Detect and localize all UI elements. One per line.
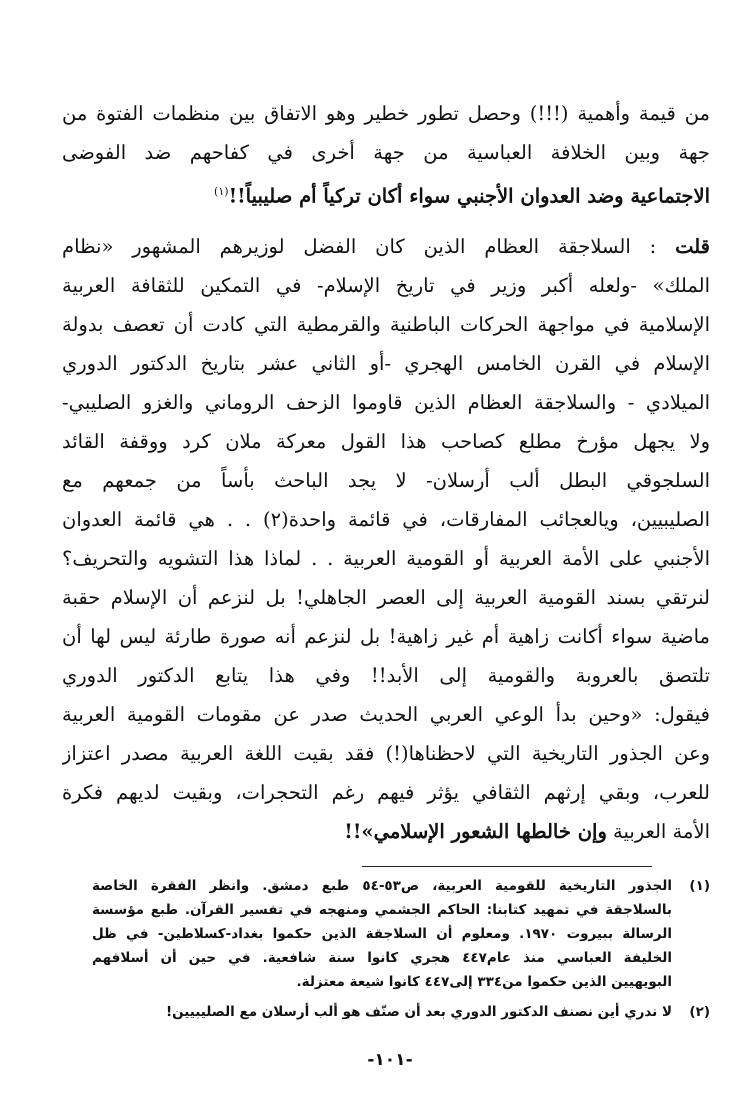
text-line: من قيمة وأهمية (!!!) وحصل تطور خطير وهو الاتفاق بين منظمات الفتوة من	[62, 102, 710, 125]
text-segment: : السلاجقة العظام الذين كان الفضل لوزيرهم المشهور «نظام	[62, 235, 676, 258]
text-line: ولا يجهل مؤرخ مطلع كصاحب هذا القول معركة ملان كرد ووقفة القائد	[62, 430, 710, 453]
bold-phrase: وإن خالطها الشعور الإسلامي	[373, 820, 607, 843]
text-line: السلجوقي البطل ألب أرسلان- لا يجد الباحث بأساً من جمعهم مع	[62, 469, 710, 492]
text-line: الأجنبي على الأمة العربية أو القومية العربية . . لماذا هذا التشويه والتحريف؟	[62, 547, 710, 570]
footnote-2	[92, 1000, 710, 1024]
main-text	[62, 94, 710, 851]
footnote-number: (٢)	[689, 1004, 710, 1020]
text-line: للعرب، وبقي إرثهم الثقافي يؤثر فيهم رغم التحجرات، وبقيت لديهم فكرة	[62, 781, 710, 804]
footnote-body	[92, 874, 672, 994]
text-line: الإسلامية في مواجهة الحركات الباطنية والقرمطية التي كادت أن تعصف بدولة	[62, 313, 710, 336]
footnote-line: الخليفة العباسي منذ عام٤٤٧ هجري كانوا سنة شافعية. في حين أن أسلافهم	[92, 950, 672, 966]
text-line	[62, 172, 710, 211]
text-segment: الأمة العربية	[606, 820, 710, 843]
text-line: الملك» -ولعله أكبر وزير في تاريخ الإسلام- في التمكين للثقافة العربية	[62, 274, 710, 297]
footnote-line: الجذور التاريخية للقومية العربية، ص٥٣-٥٤ طبع دمشق. وانظر الفقرة الخاصة	[92, 878, 672, 894]
footnote-number: (١)	[689, 878, 710, 894]
qultu-label: قلت	[675, 235, 710, 258]
footnote-body	[92, 1000, 672, 1024]
footnote-line: بالسلاجقة في تمهيد كتابنا: الحاكم الجشمي ومنهجه في تفسير القرآن. طبع مؤسسة	[92, 902, 672, 918]
text-line	[62, 812, 710, 851]
footnotes	[92, 874, 710, 1024]
text-segment: »!!	[344, 820, 374, 843]
footnote-1	[92, 874, 710, 994]
paragraph-1	[62, 94, 710, 211]
text-line	[62, 227, 710, 266]
text-line: ماضية سواء أكانت زاهية أم غير زاهية! بل لنزعم أنه صورة طارئة ليس لها أن	[62, 625, 710, 648]
text-line: تلتصق بالعروبة والقومية إلى الأبد!! وفي هذا يتابع الدكتور الدوري	[62, 664, 710, 687]
text-line: فيقول: «وحين بدأ الوعي العربي الحديث صدر عن مقومات القومية العربية	[62, 703, 710, 726]
paragraph-2	[62, 227, 710, 851]
text-line: الإسلام في القرن الخامس الهجري -أو الثاني عشر بتاريخ الدكتور الدوري	[62, 352, 710, 375]
text-line: جهة وبين الخلافة العباسية من جهة أخرى في كفاحهم ضد الفوضى	[62, 141, 710, 164]
text-line: لنرتقي بسند القومية العربية إلى العصر الجاهلي! بل لنزعم أن الإسلام حقبة	[62, 586, 710, 609]
footnote-line: البويهيين الذين حكموا من٣٣٤ إلى٤٤٧ كانوا شيعة معتزلة.	[296, 974, 672, 990]
footnote-line: الرسالة ببيروت ١٩٧٠. ومعلوم أن السلاجقة الذين حكموا بغداد-كسلاطين- في ظل	[92, 926, 672, 942]
bold-phrase: الاجتماعية وضد العدوان الأجنبي سواء أكان تركياً أم صليبياً!!	[228, 184, 710, 208]
footnote-line: لا ندري أين نصنف الدكتور الدوري بعد أن صنّف هو ألب أرسلان مع الصليبيين!	[165, 1004, 672, 1020]
footnote-divider	[362, 866, 652, 867]
text-line: وعن الجذور التاريخية التي لاحظناها(!) فقد بقيت اللغة العربية مصدر اعتزاز	[62, 742, 710, 765]
text-line: الميلادي - والسلاجقة العظام الذين قاوموا الزحف الروماني والغزو الصليبي-	[62, 391, 710, 414]
footnote-ref-1: (١)	[214, 185, 229, 198]
page-number: -١٠١-	[367, 1050, 413, 1070]
text-line: الصليبيين، ويالعجائب المفارقات، في قائمة واحدة(٢) . . هي قائمة العدوان	[62, 508, 710, 531]
